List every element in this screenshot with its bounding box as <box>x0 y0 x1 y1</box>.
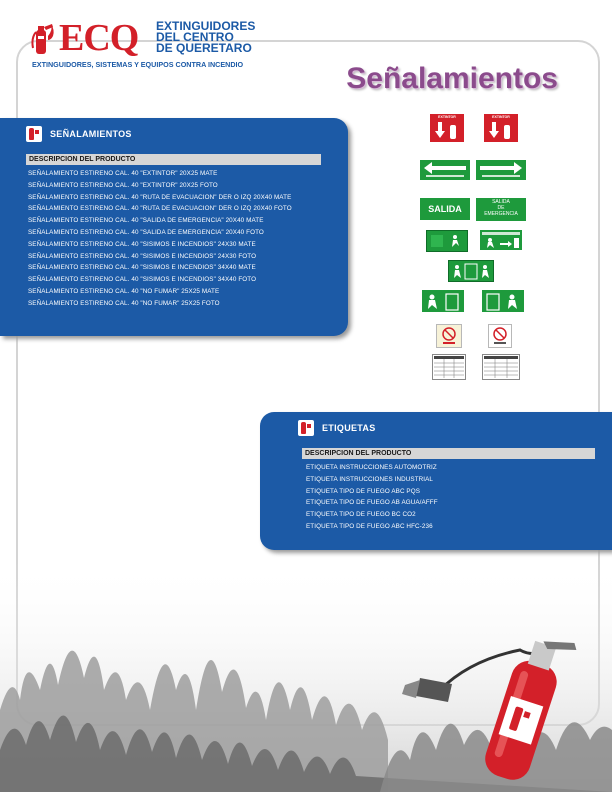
logo-tagline: EXTINGUIDORES, SISTEMAS Y EQUIPOS CONTRA INCENDIO <box>32 60 244 69</box>
company-logo <box>30 17 290 74</box>
sign-extintor-label: EXTINTOR <box>492 115 510 119</box>
list-item: SEÑALAMIENTO ESTIRENO CAL. 40 "EXTINTOR" 20X25 MATE <box>28 170 218 177</box>
logo-name-line1: EXTINGUIDORES <box>156 19 256 33</box>
etiquetas-title: ETIQUETAS <box>322 423 376 433</box>
list-item: ETIQUETA TIPO DE FUEGO BC CO2 <box>306 511 416 519</box>
logo-name-line3: DE QUERETARO <box>156 41 252 55</box>
list-item: SEÑALAMIENTO ESTIRENO CAL. 40 "EXTINTOR" 20X25 FOTO <box>28 181 218 189</box>
exit-door-icon <box>482 290 524 312</box>
label-sample-1 <box>432 354 466 380</box>
page-title: Señalamientos <box>346 62 558 95</box>
list-item: SEÑALAMIENTO ESTIRENO CAL. 40 "SISIMOS E INCENDIOS" 24X30 MATE <box>28 240 256 248</box>
etiquetas-desc-header: DESCRIPCION DEL PRODUCTO <box>302 448 595 459</box>
table-label-icon <box>433 355 465 379</box>
sign-extintor-foto <box>484 114 518 142</box>
sign-evacuacion-2 <box>482 290 524 312</box>
extinguisher-logo-icon <box>30 22 56 56</box>
list-item: SEÑALAMIENTO ESTIRENO CAL. 40 "SALIDA DE EMERGENCIA" 20X40 FOTO <box>28 228 264 236</box>
running-person-icon <box>427 231 467 251</box>
table-label-icon <box>483 355 519 379</box>
no-smoking-icon <box>437 325 461 347</box>
etiquetas-header <box>298 420 376 436</box>
sign-evacuacion-1 <box>422 290 464 312</box>
sign-ruta-izq <box>420 160 470 180</box>
exit-door-icon <box>449 261 493 281</box>
logo-company-name <box>156 21 255 54</box>
senalamientos-list <box>28 168 292 310</box>
sign-salida-line2: DE <box>497 205 505 211</box>
etiquetas-list <box>306 462 438 533</box>
list-item: SEÑALAMIENTO ESTIRENO CAL. 40 "SISIMOS E INCENDIOS" 34X40 MATE <box>28 264 256 272</box>
running-person-icon <box>480 230 522 250</box>
logo-acronym: ECQ <box>59 17 139 59</box>
list-item: ETIQUETA INSTRUCCIONES INDUSTRIAL <box>306 475 434 483</box>
sign-extintor-label: EXTINTOR <box>438 115 456 119</box>
sign-no-fumar-mate <box>436 324 462 348</box>
sign-samples <box>418 114 548 384</box>
sign-salida-line3: EMERGENCIA <box>484 211 518 217</box>
label-sample-2 <box>482 354 520 380</box>
list-item: SEÑALAMIENTO ESTIRENO CAL. 40 "SISIMOS E INCENDIOS" 24X30 FOTO <box>28 252 257 260</box>
senalamientos-desc-header: DESCRIPCION DEL PRODUCTO <box>26 154 321 165</box>
logo-name-line2: DEL CENTRO <box>156 30 234 44</box>
list-item: ETIQUETA INSTRUCCIONES AUTOMOTRIZ <box>306 464 437 471</box>
list-item: ETIQUETA TIPO DE FUEGO AB AGUA/AFFF <box>306 499 438 507</box>
sign-salida-puerta <box>448 260 494 282</box>
list-item: SEÑALAMIENTO ESTIRENO CAL. 40 "RUTA DE EVACUACION" DER O IZQ 20X40 FOTO <box>28 205 292 213</box>
etiquetas-panel <box>260 412 612 550</box>
extinguisher-icon <box>26 126 42 142</box>
senalamientos-header <box>26 126 132 142</box>
list-item: SEÑALAMIENTO ESTIRENO CAL. 40 "SISIMOS E INCENDIOS" 34X40 FOTO <box>28 276 257 284</box>
arrow-right-icon <box>476 160 526 180</box>
sign-ruta-der <box>476 160 526 180</box>
arrow-down-icon <box>434 122 460 140</box>
sign-salida: SALIDA <box>420 198 470 220</box>
list-item: SEÑALAMIENTO ESTIRENO CAL. 40 "RUTA DE EVACUACION" DER O IZQ 20X40 MATE <box>28 193 292 201</box>
list-item: SEÑALAMIENTO ESTIRENO CAL. 40 "NO FUMAR" 25X25 FOTO <box>28 299 220 307</box>
list-item: ETIQUETA TIPO DE FUEGO ABC PQS <box>306 487 421 495</box>
arrow-left-icon <box>420 160 470 180</box>
sign-sismos-1 <box>426 230 468 252</box>
sign-no-fumar-foto <box>488 324 512 348</box>
sign-sismos-2 <box>480 230 522 250</box>
sign-salida-line1: SALIDA <box>492 199 510 205</box>
senalamientos-panel <box>0 118 348 336</box>
sign-salida-emergencia <box>476 198 526 221</box>
exit-door-icon <box>422 290 464 312</box>
arrow-down-icon <box>488 122 514 140</box>
extinguisher-icon <box>298 420 314 436</box>
list-item: ETIQUETA TIPO DE FUEGO ABC HFC-236 <box>306 522 433 530</box>
flames-decoration <box>0 560 612 792</box>
list-item: SEÑALAMIENTO ESTIRENO CAL. 40 "SALIDA DE EMERGENCIA" 20X40 MATE <box>28 217 264 225</box>
list-item: SEÑALAMIENTO ESTIRENO CAL. 40 "NO FUMAR" 25X25 MATE <box>28 287 220 295</box>
sign-extintor-mate <box>430 114 464 142</box>
no-smoking-icon <box>489 325 511 347</box>
senalamientos-title: SEÑALAMIENTOS <box>50 129 132 139</box>
